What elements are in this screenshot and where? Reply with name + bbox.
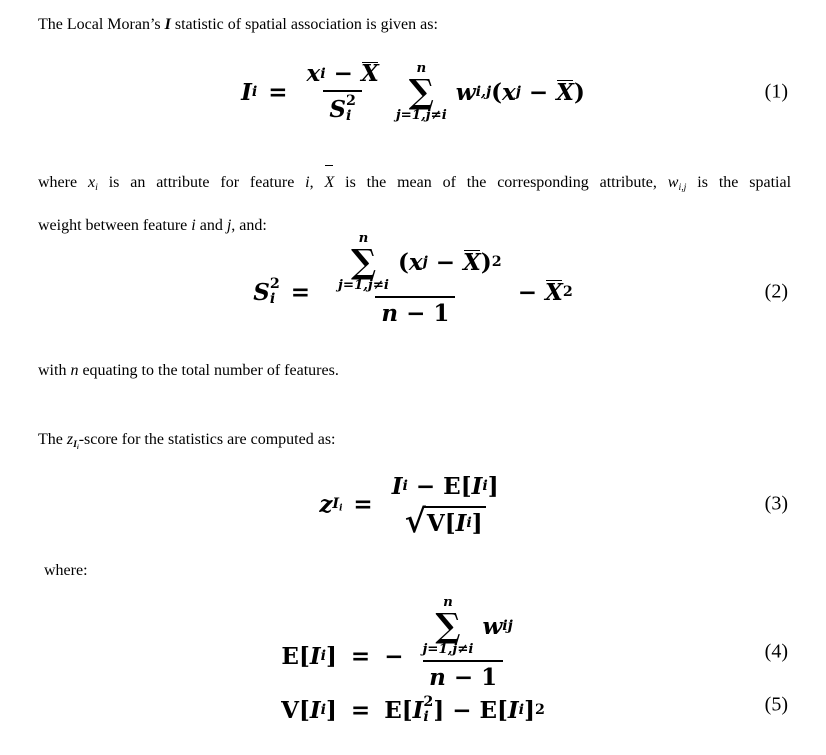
zscore-text-2: -score for the statistics are computed as: (78, 431, 336, 448)
where-x-subscript: i (95, 181, 98, 193)
eq3-right-bracket: ] (487, 472, 499, 500)
eq3-square-root (404, 501, 486, 540)
eq2-tail-minus-sign: − (517, 278, 537, 306)
where-var-i1: i (305, 174, 310, 191)
eq5-I1-subscript: i (320, 702, 327, 719)
eq1-var-X-bar: X (556, 78, 575, 106)
where-text-2: is an attribute for feature (97, 174, 306, 191)
eq1-w-subscript: i,j (475, 84, 492, 100)
eq2-numerator (323, 231, 508, 296)
eq3-den-I-subscript: i (466, 515, 472, 531)
equation-1-number: (1) (764, 80, 788, 103)
eq2-S-subscript: i (269, 291, 276, 307)
eq1-right-paren: ) (574, 78, 585, 106)
equation-2 (0, 229, 826, 328)
equation-2-number: (2) (764, 280, 788, 303)
eq2-S-supsub (270, 277, 280, 307)
eq2-var-X-bar: X (463, 248, 481, 276)
where-text-8: , and: (231, 216, 267, 234)
eq4-var-I: I (309, 642, 321, 670)
eq1-minus-sign: − (528, 78, 549, 106)
where-var-j: j (226, 216, 232, 234)
eq1-S-supsub (346, 94, 356, 124)
eq5-expectation-E2: E (479, 696, 498, 724)
eq3-fraction (386, 472, 505, 540)
eq5-variance-V: V (281, 696, 299, 724)
eq3-denominator (399, 501, 492, 540)
eq5-minus-sign: − (452, 696, 472, 724)
eq3-den-var-I: I (455, 509, 467, 537)
eq2-x-subscript: j (422, 254, 428, 270)
with-n-paragraph (38, 360, 339, 382)
intro-paragraph (38, 14, 438, 36)
eq3-variance-V: V (426, 509, 445, 537)
eq2-denominator (375, 296, 455, 327)
eq1-num-var-x: x (306, 60, 321, 88)
eq4-fraction (407, 595, 518, 691)
intro-text-1: The Local Moran’s (38, 16, 165, 33)
eq1-var-I: I (241, 78, 252, 106)
zscore-text-1: The (38, 431, 67, 448)
eq1-den-var-S: S (329, 95, 347, 123)
eq1-S-subscript: i (346, 108, 352, 124)
eq4-denominator (423, 660, 503, 691)
aligned-equation-grid (281, 595, 545, 725)
eq3-V-left-bracket: [ (444, 509, 456, 537)
eq2-den-one: 1 (433, 300, 450, 328)
eq3-sub-I-subscript: i (339, 503, 343, 514)
eq1-x2-subscript: j (515, 84, 521, 100)
eq3-radicand (424, 506, 486, 537)
eq1-var-w: w (455, 78, 476, 106)
where-text-4: is the mean of the corresponding attribute, (334, 174, 668, 191)
eq5-var-I2: I (412, 696, 424, 724)
eq2-tail (510, 279, 573, 306)
equation-3-number: (3) (764, 492, 788, 515)
eq2-summation (338, 231, 389, 293)
eq4-sum-upper-limit: n (443, 594, 453, 610)
eq2-fraction (323, 231, 508, 327)
eq3-num-var-I2: I (471, 472, 483, 500)
where-paragraph-line-1 (38, 164, 791, 207)
where2-text: where: (44, 562, 88, 579)
eq2-equals-sign: = (290, 278, 311, 306)
eq3-left-bracket: [ (460, 472, 472, 500)
eq5-left-bracket-1: [ (298, 696, 310, 724)
eq4-right-bracket: ] (326, 642, 337, 670)
equation-3 (0, 462, 826, 547)
eq1-fraction (301, 60, 385, 124)
where-paragraph-line-2 (38, 217, 267, 234)
eq4-w-subscript: ij (502, 618, 513, 635)
eq5-right-bracket-3: ] (524, 696, 535, 724)
where-var-x: x (87, 174, 96, 191)
eq5-right-bracket-2: ] (433, 696, 445, 724)
eq5-I2-superscript: 2 (423, 694, 434, 711)
eq2-S-superscript: 2 (269, 276, 280, 293)
eq1-left-paren: ( (491, 78, 503, 106)
where-var-w: w (667, 174, 679, 191)
eq5-var-I1: I (309, 696, 321, 724)
eq1-var-x2: x (502, 78, 516, 106)
eq4-rhs (384, 595, 521, 691)
eq4-sum-lower-limit: j=1,j≠i (422, 641, 474, 658)
where-text-3: , (309, 174, 325, 191)
eq2-lhs (253, 277, 321, 307)
eq4-var-w: w (482, 612, 503, 640)
eq3-num-I2-subscript: i (482, 478, 488, 494)
eq3-num-var-I1: I (391, 472, 403, 500)
intro-text-2: statistic of spatial association is given as: (170, 16, 438, 33)
eq1-sum-lower-limit: j=1,j≠i (395, 106, 447, 123)
eq4-sigma-symbol: ∑ (435, 606, 461, 646)
eq2-tail-var-X-bar: X (545, 278, 563, 306)
where-text-5: is the spatial (686, 174, 792, 191)
eq2-minus-sign: − (435, 248, 456, 276)
eq5-rhs (384, 695, 545, 725)
eq2-sum-lower-limit: j=1,j≠i (338, 276, 389, 293)
eq4-I-subscript: i (320, 648, 327, 665)
with-text-1: with (38, 362, 71, 379)
where-text-7: and (195, 216, 227, 234)
eq3-V-right-bracket: ] (471, 509, 483, 537)
with-text-2: equating to the total number of features. (78, 362, 339, 379)
zscore-var-z: z (66, 431, 74, 448)
eq5-expectation-E1: E (384, 696, 402, 724)
zscore-sub-I-subscript: i (76, 444, 79, 451)
eq4-expectation-E: E (281, 642, 299, 670)
eq1-summation (396, 61, 447, 123)
eq5-square-exponent: 2 (534, 702, 545, 719)
eq3-radical-symbol: √ (404, 501, 426, 540)
eq1-num-minus-sign: − (333, 60, 353, 88)
where-var-X-bar: X (325, 164, 335, 202)
eq4-numerator (407, 595, 518, 660)
where-w-subscript: i,j (678, 181, 687, 193)
equation-5-number: (5) (764, 693, 788, 716)
eq4-lhs (281, 643, 337, 670)
where-text-1: where (38, 174, 88, 191)
eq2-var-S: S (253, 278, 270, 306)
eq1-I-subscript: i (251, 84, 258, 100)
eq4-left-bracket: [ (298, 642, 310, 670)
eq2-left-paren: ( (398, 248, 409, 276)
equations-4-5-block (0, 595, 826, 725)
eq1-equals-sign: = (268, 78, 288, 106)
eq5-left-bracket-3: [ (497, 696, 508, 724)
eq5-var-I3: I (507, 696, 519, 724)
eq1-denominator (323, 90, 362, 124)
eq5-right-bracket-1: ] (326, 696, 337, 724)
eq5-lhs (281, 697, 337, 724)
intro-var-I: I (164, 16, 171, 33)
eq2-sigma-symbol: ∑ (350, 242, 377, 282)
eq3-sub-var-I: I (332, 495, 340, 512)
eq3-numerator (386, 473, 505, 503)
eq2-sum-upper-limit: n (358, 229, 369, 246)
eq4-negative-sign: − (384, 642, 404, 670)
zscore-paragraph (38, 429, 335, 452)
eq2-den-minus-sign: − (406, 300, 426, 328)
eq1-sigma-symbol: ∑ (408, 72, 434, 112)
eq3-num-I1-subscript: i (402, 478, 408, 494)
eq1-sum-upper-limit: n (416, 59, 427, 76)
eq5-equals-sign: = (350, 696, 371, 724)
zscore-sub-var-I: I (73, 438, 77, 450)
eq1-S-superscript: 2 (346, 93, 356, 110)
eq2-square-exponent: 2 (491, 254, 502, 270)
eq2-right-paren: ) (480, 248, 492, 276)
eq3-minus-sign: − (415, 472, 436, 500)
eq3-z-subscript (332, 496, 342, 514)
eq3-equals-sign: = (353, 491, 373, 518)
eq4-den-minus-sign: − (453, 664, 474, 692)
with-var-n: n (70, 362, 79, 379)
where-text-6: weight between feature (38, 216, 192, 234)
eq4-summation (422, 595, 473, 657)
eq3-var-z: z (319, 491, 333, 518)
where2-paragraph (44, 560, 88, 582)
eq1-num-x-subscript: i (320, 65, 326, 82)
eq2-den-var-n: n (381, 300, 399, 328)
eq4-den-one: 1 (481, 664, 498, 692)
eq5-I2-supsub (423, 695, 433, 725)
eq2-var-x: x (408, 248, 423, 276)
eq2-tail-square-exponent: 2 (562, 284, 573, 300)
eq4-equals-sign: = (350, 642, 371, 670)
eq5-I2-subscript: i (423, 709, 429, 726)
eq1-numerator (301, 60, 385, 90)
eq3-expectation-E: E (443, 472, 461, 500)
equation-1 (0, 48, 826, 136)
eq5-I3-subscript: i (518, 702, 525, 719)
eq1-num-var-X-bar: X (360, 60, 379, 88)
equation-4-number: (4) (764, 640, 788, 663)
where-var-i2: i (191, 216, 196, 234)
eq5-left-bracket-2: [ (401, 696, 413, 724)
eq4-den-var-n: n (429, 664, 446, 692)
